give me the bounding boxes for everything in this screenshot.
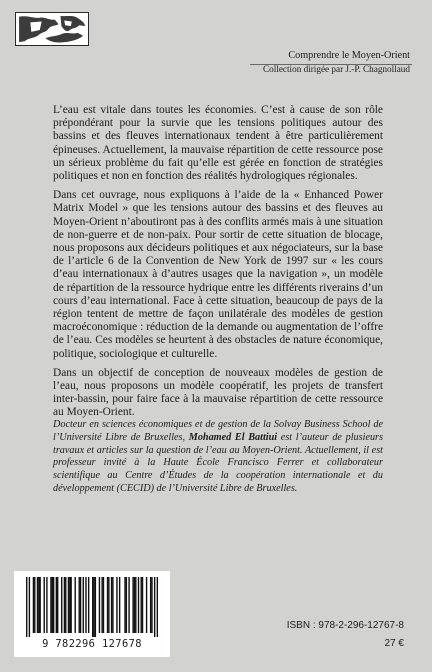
barcode-bar (26, 577, 27, 637)
barcode-bar (44, 577, 45, 633)
barcode-bar (126, 577, 127, 633)
barcode-bar (108, 577, 109, 633)
series-title: Comprendre le Moyen-Orient (288, 50, 410, 61)
barcode-digits: 9 782296 127678 (42, 638, 142, 650)
middle-east-map-icon (15, 12, 89, 46)
barcode-bar (157, 577, 158, 637)
barcode-bar (70, 577, 71, 633)
author-bio (53, 419, 383, 496)
barcode-bar (95, 577, 96, 637)
barcode-bar (101, 577, 102, 633)
barcode-bar (99, 577, 100, 633)
barcode-bar (52, 577, 53, 633)
barcode-bar (85, 577, 86, 633)
barcode-bar (37, 577, 38, 633)
barcode-bar (61, 577, 62, 633)
barcode-bar (69, 577, 70, 633)
barcode-bar (93, 577, 94, 637)
barcode-bar (111, 577, 112, 633)
barcode-bar (134, 577, 135, 633)
barcode-bar (46, 577, 47, 633)
author-name: Mohamed El Battiui (188, 431, 278, 443)
barcode-bar (38, 577, 39, 633)
barcode (14, 571, 170, 657)
series-divider (250, 64, 412, 65)
series-info (263, 50, 410, 76)
author-bio-rest: est l’auteur de plusieurs travaux et articles sur la question de l’eau au Moyen-Orient. Actuellement, il est professeur invité à la Haute École Francisco Ferrer et collaborateur scientifique au Centre d’Études de la coopération internationale et du développement (CECID) de l’Université Libre de Bruxelles. (53, 431, 383, 494)
barcode-bar (103, 577, 104, 633)
blurb-paragraph-2: Dans cet ouvrage, nous expliquons à l’aide de la « Enhanced Power Matrix Model » que les tensions autour des bassins et des fleuves au Moyen-Orient n’aboutiront pas à des conflits armés mais à une situation de non-guerre et de non-paix. Pour sortir de cette situation de blocage, nous proposons aux décideurs politiques et aux négociateurs, sur la base de l’article 6 de la Convention de New York de 1997 sur « les cours d’eau internationaux à d’autres usages que la navigation », un modèle de répartition de la ressource hydrique entre les différents riverains d’un cours d’eau international. Face à cette situation, beaucoup de pays de la région tentent de mettre de façon unilatérale des modèles de gestion macroéconomique : réduction de la demande ou augmentation de l’offre de l’eau. Ces modèles se heurtent à des obstacles de nature économique, politique, sociologique et culturelle. (53, 189, 383, 360)
barcode-bar (80, 577, 81, 633)
barcode-bar (64, 577, 65, 633)
barcode-bar (138, 577, 139, 633)
barcode-bar (119, 577, 120, 633)
series-director: Collection dirigée par J.-P. Chagnollaud (263, 64, 410, 74)
barcode-bar (65, 577, 66, 633)
barcode-bar (34, 577, 35, 633)
barcode-bar (74, 577, 75, 633)
barcode-bar (154, 577, 155, 637)
barcode-bar (150, 577, 151, 633)
barcode-bar (50, 577, 51, 633)
barcode-bar (135, 577, 136, 633)
author-bio-intro: Docteur en sciences économiques et de gestion de la Solvay Business School de l’Université Libre de Bruxelles, (53, 419, 383, 443)
barcode-bar (57, 577, 58, 633)
series-logo-map (16, 13, 88, 45)
barcode-bar (128, 577, 129, 633)
blurb-paragraph-3: Dans un objectif de conception de nouveaux modèles de gestion de l’eau, nous proposons un modèle coopératif, les projets de transfert inter-bassin, pour faire face à la mauvaise répartition de cette ressource au Moyen-Orient. (53, 366, 383, 419)
barcode-bar (146, 577, 147, 633)
barcode-bar (112, 577, 113, 633)
barcode-bar (33, 577, 34, 633)
barcode-bars (26, 577, 158, 637)
barcode-bar (116, 577, 117, 633)
back-cover-blurb (53, 104, 383, 426)
barcode-bar (140, 577, 141, 633)
price: 27 € (384, 638, 404, 649)
barcode-bar (92, 577, 93, 637)
barcode-bar (79, 577, 80, 633)
barcode-bar (39, 577, 40, 633)
barcode-bar (142, 577, 143, 633)
barcode-bar (68, 577, 69, 633)
barcode-bar (83, 577, 84, 633)
barcode-bar (29, 577, 30, 637)
barcode-bar (53, 577, 54, 633)
blurb-paragraph-1: L’eau est vitale dans toutes les économies. C’est à cause de son rôle prépondérant pour la survie que les tensions politiques autour des bassins et des fleuves internationaux tendent à être particulièrement épineuses. Actuellement, la mauvaise répartition de cette ressource pose un sérieux problème du fait qu’elle est gérée en fonction de stratégies politiques et non en fonction des réalités hydrologiques régionales. (53, 104, 383, 183)
isbn: ISBN : 978-2-296-12767-8 (286, 620, 404, 631)
barcode-bar (132, 577, 133, 633)
barcode-bar (56, 577, 57, 633)
barcode-bar (107, 577, 108, 633)
barcode-bar (88, 577, 89, 633)
barcode-bar (124, 577, 125, 633)
barcode-bar (151, 577, 152, 633)
